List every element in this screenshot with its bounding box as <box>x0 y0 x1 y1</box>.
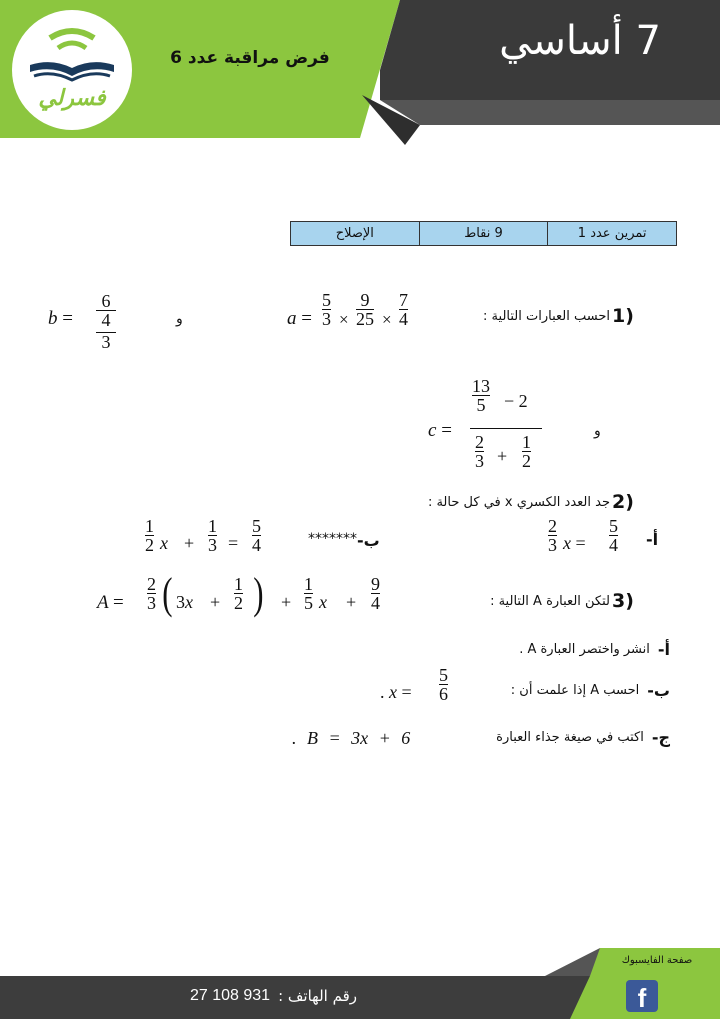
A-x: x <box>319 592 327 612</box>
expr-c-main-bar <box>470 428 542 429</box>
expr-A-lhs: A = <box>97 592 124 613</box>
A-plus-3: + <box>346 592 357 612</box>
q2-part-a: أ- <box>646 530 659 549</box>
q2a-x: x = <box>563 533 586 553</box>
exam-subtitle: فرض مراقبة عدد 6 <box>170 48 330 68</box>
q1-number: 1) <box>612 305 634 327</box>
times-1: × <box>339 310 349 329</box>
q3-instruction: لتكن العبارة A التالية : <box>490 594 610 609</box>
table-cell-points: 9 نقاط <box>419 222 548 245</box>
q3-part-c: ج- اكتب في صيغة جذاء العبارة <box>496 728 670 747</box>
q2-stars: ب- ******* <box>308 531 380 550</box>
A-plus-1: + <box>210 592 221 612</box>
frac-5-4-q2a: 5 4 <box>609 516 618 555</box>
frac-13-5: 13 5 <box>472 376 490 415</box>
frac-5-3: 5 3 <box>322 290 331 329</box>
A-3x: 3x <box>176 592 193 612</box>
c-plus: + <box>497 446 508 466</box>
q3-number: 3) <box>612 590 634 612</box>
frac-6-over-4-3: 6 4 3 <box>96 292 116 351</box>
logo <box>12 10 132 130</box>
footer-banner <box>0 940 720 1019</box>
frac-1-2-c: 1 2 <box>522 432 531 471</box>
frac-7-4: 7 4 <box>399 290 408 329</box>
frac-1-2-q2b: 1 2 <box>145 516 154 555</box>
c-minus-2: − 2 <box>504 391 528 411</box>
A-plus-2: + <box>281 592 292 612</box>
table-cell-correction: الإصلاح <box>335 226 374 241</box>
frac-9-4-A: 9 4 <box>371 574 380 613</box>
frac-5-4-q2b: 5 4 <box>252 516 261 555</box>
q2b-plus: + <box>184 533 195 553</box>
logo-book-icon <box>12 10 132 130</box>
frac-2-3-q2a: 2 3 <box>548 516 557 555</box>
facebook-icon[interactable]: f <box>626 980 658 1012</box>
q1-and-2: و <box>594 423 601 439</box>
q1-instruction: احسب العبارات التالية : <box>483 309 610 324</box>
A-lparen: ( <box>162 569 173 618</box>
expr-a-lhs: a = <box>287 308 312 329</box>
frac-1-5-A: 1 5 <box>304 574 313 613</box>
q3-part-b: ب- احسب A إذا علمت أن : <box>510 681 670 700</box>
q3b-x: . x = <box>380 682 412 702</box>
frac-1-3-q2b: 1 3 <box>208 516 217 555</box>
table-cell-exercise: تمرين عدد 1 <box>547 222 676 245</box>
q2b-x: x <box>160 533 168 553</box>
exercise-table <box>290 221 677 246</box>
q2-instruction: جد العدد الكسري x في كل حالة : <box>427 495 610 510</box>
expr-c-lhs: c = <box>428 420 452 441</box>
facebook-label: صفحة الفايسبوك <box>621 955 693 966</box>
frac-9-25: 9 25 <box>356 290 374 329</box>
expr-b-lhs: b = <box>48 308 73 329</box>
q1-and-1: و <box>176 311 183 327</box>
A-rparen: ) <box>253 569 264 618</box>
q3c-B-expr: B = 3x + 6 . <box>292 728 411 748</box>
frac-5-6: 5 6 <box>439 665 448 704</box>
q2b-eq: = <box>228 533 239 553</box>
q2-number: 2) <box>612 491 634 513</box>
logo-text: فسرلي <box>38 86 106 111</box>
frac-1-2-A: 1 2 <box>234 574 243 613</box>
phone-line: رقم الهاتف : 27 108 931 <box>190 987 357 1005</box>
grade-title: 7 أساسي <box>499 18 661 64</box>
q3-part-a: أ- انشر واختصر العبارة A . <box>519 640 670 659</box>
frac-2-3: 2 3 <box>475 432 484 471</box>
times-2: × <box>382 310 392 329</box>
frac-2-3-A: 2 3 <box>147 574 156 613</box>
